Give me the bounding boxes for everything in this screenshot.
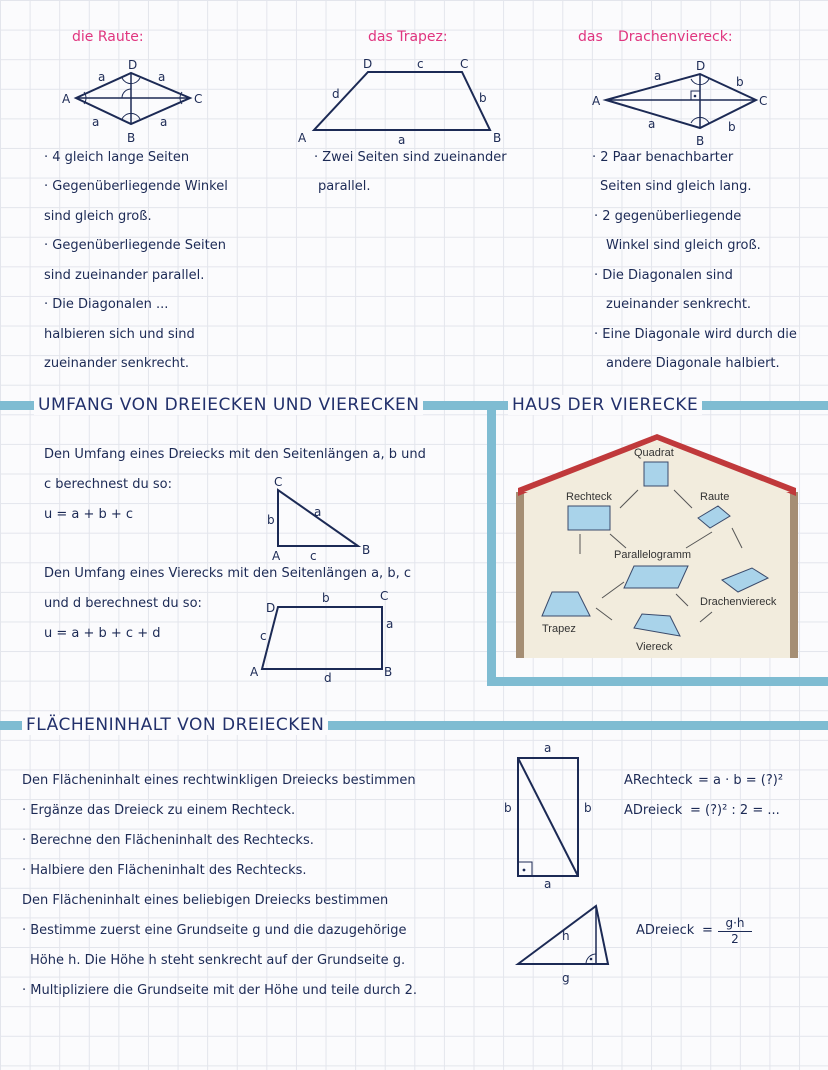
- quad-label-a: a: [386, 617, 394, 631]
- quad-label-A: A: [250, 665, 259, 679]
- trapezoid-title: das Trapez:: [368, 29, 448, 45]
- rect-label-b-left: b: [504, 801, 512, 815]
- perimeter-quad-figure: [248, 586, 408, 685]
- trapezoid-label-C: C: [460, 57, 469, 71]
- perimeter-quad-text: Den Umfang eines Vierecks mit den Seitenlängen a, b, c: [44, 566, 411, 581]
- trapezoid-label-a: a: [398, 133, 406, 147]
- kite-label-C: C: [759, 94, 768, 108]
- rhombus-label-a3: a: [92, 115, 100, 129]
- perimeter-heading: UMFANG VON DREIECKEN UND VIERECKEN: [34, 395, 423, 415]
- kite-line: · Eine Diagonale wird durch die: [594, 327, 797, 342]
- kite-line: · Die Diagonalen sind: [594, 268, 733, 283]
- rectangle-shape: [568, 506, 610, 530]
- perimeter-triangle-figure: [262, 474, 382, 564]
- house-label-drachenviereck: Drachenviereck: [700, 596, 777, 608]
- formula-general-lhs: ADreieck: [636, 923, 695, 938]
- kite-line: · 2 gegenüberliegende: [594, 209, 742, 224]
- quad-label-B: B: [384, 665, 393, 679]
- trapezoid-label-D: D: [363, 57, 373, 71]
- area-line: · Berechne den Flächeninhalt des Rechtecks.: [22, 833, 314, 848]
- quad-label-b: b: [322, 591, 330, 605]
- rhombus-figure: [60, 56, 210, 146]
- house-frame-bottom: [487, 677, 828, 686]
- quad-label-c: c: [260, 629, 267, 643]
- kite-title-prefix: das: [578, 29, 603, 45]
- rhombus-line: · Die Diagonalen ...: [44, 297, 169, 312]
- rhombus-label-a4: a: [160, 115, 168, 129]
- kite-label-b2: b: [728, 120, 736, 134]
- trapezoid-line: · Zwei Seiten sind zueinander: [314, 150, 507, 165]
- quad-label-D: D: [266, 601, 276, 615]
- tri-label-C: C: [274, 475, 283, 489]
- area-line: Den Flächeninhalt eines rechtwinkligen Dreiecks bestimmen: [22, 773, 416, 788]
- perimeter-quad-text: und d berechnest du so:: [44, 596, 202, 611]
- area-heading: FLÄCHENINHALT VON DREIECKEN: [22, 715, 328, 735]
- tri-area-label-h: h: [562, 929, 570, 943]
- house-label-rechteck: Rechteck: [566, 491, 612, 503]
- rhombus-label-a1: a: [98, 70, 106, 84]
- tri-label-a: a: [314, 505, 322, 519]
- perimeter-tri-formula: u = a + b + c: [44, 507, 134, 522]
- tri-label-b: b: [267, 513, 275, 527]
- area-line: · Halbiere den Flächeninhalt des Rechtecks.: [22, 863, 307, 878]
- rhombus-label-A: A: [62, 92, 71, 106]
- perimeter-tri-text: Den Umfang eines Dreiecks mit den Seitenlängen a, b und: [44, 447, 426, 462]
- house-label-trapez: Trapez: [542, 623, 576, 635]
- perimeter-tri-text: c berechnest du so:: [44, 477, 172, 492]
- kite-line: · 2 Paar benachbarter: [592, 150, 734, 165]
- rhombus-line: · 4 gleich lange Seiten: [44, 150, 190, 165]
- tri-label-B: B: [362, 543, 371, 557]
- house-label-quadrat: Quadrat: [634, 447, 674, 459]
- area-rectangle-figure: [500, 742, 600, 892]
- tri-label-c: c: [310, 549, 317, 563]
- kite-label-B: B: [696, 134, 705, 148]
- trapezoid-label-d: d: [332, 87, 340, 101]
- area-triangle-figure: [510, 898, 620, 988]
- house-label-viereck: Viereck: [636, 641, 673, 653]
- formula-tri-lhs: ADreieck: [624, 803, 683, 818]
- rhombus-label-B: B: [127, 131, 136, 145]
- rhombus-line: · Gegenüberliegende Seiten: [44, 238, 226, 253]
- trapezoid-label-A: A: [298, 131, 307, 145]
- kite-line: andere Diagonale halbiert.: [606, 356, 780, 371]
- rhombus-line: zueinander senkrecht.: [44, 356, 190, 371]
- formula-general-eq: =: [702, 923, 713, 938]
- rhombus-label-a2: a: [158, 70, 166, 84]
- area-line: Den Flächeninhalt eines beliebigen Dreiecks bestimmen: [22, 893, 389, 908]
- rect-label-a-top: a: [544, 741, 552, 755]
- house-label-raute: Raute: [700, 491, 730, 503]
- kite-line: zueinander senkrecht.: [606, 297, 752, 312]
- rhombus-label-D: D: [128, 58, 138, 72]
- house-heading: HAUS DER VIERECKE: [508, 395, 702, 415]
- quad-label-C: C: [380, 589, 389, 603]
- kite-line: Seiten sind gleich lang.: [600, 179, 752, 194]
- formula-rect-rhs: = a · b = (?)²: [698, 773, 784, 788]
- fraction-numerator: g·h: [718, 916, 752, 932]
- kite-label-a1: a: [654, 69, 662, 83]
- formula-rect-lhs: ARechteck: [624, 773, 693, 788]
- rhombus-line: halbieren sich und sind: [44, 327, 195, 342]
- trapezoid-label-c: c: [417, 57, 424, 71]
- parallelogram-shape: [624, 566, 688, 588]
- trapezoid-figure: [290, 56, 510, 146]
- fraction-denominator: 2: [731, 932, 739, 946]
- kite-line: Winkel sind gleich groß.: [606, 238, 761, 253]
- formula-tri-rhs: = (?)² : 2 = ...: [690, 803, 780, 818]
- kite-label-b1: b: [736, 75, 744, 89]
- kite-figure: [590, 56, 780, 156]
- house-label-parallelogramm: Parallelogramm: [614, 549, 692, 561]
- kite-label-A: A: [592, 94, 601, 108]
- trapezoid-line: parallel.: [318, 179, 371, 194]
- trapezoid-label-B: B: [493, 131, 502, 145]
- trapezoid-label-b: b: [479, 91, 487, 105]
- tri-area-label-g: g: [562, 971, 570, 985]
- area-line: Höhe h. Die Höhe h steht senkrecht auf der Grundseite g.: [30, 953, 406, 968]
- tri-label-A: A: [272, 549, 281, 563]
- rhombus-line: sind gleich groß.: [44, 209, 152, 224]
- formula-general-fraction: [718, 916, 752, 946]
- area-line: · Multipliziere die Grundseite mit der Höhe und teile durch 2.: [22, 983, 418, 998]
- rect-label-b-right: b: [584, 801, 592, 815]
- kite-label-D: D: [696, 59, 706, 73]
- rhombus-label-C: C: [194, 92, 203, 106]
- square-shape: [644, 462, 668, 486]
- rhombus-line: sind zueinander parallel.: [44, 268, 205, 283]
- house-frame-left: [487, 401, 496, 686]
- rhombus-line: · Gegenüberliegende Winkel: [44, 179, 228, 194]
- area-line: · Bestimme zuerst eine Grundseite g und die dazugehörige: [22, 923, 407, 938]
- rect-label-a-bottom: a: [544, 877, 552, 891]
- kite-title: Drachenviereck:: [618, 29, 733, 45]
- quad-label-d: d: [324, 671, 332, 685]
- perimeter-quad-formula: u = a + b + c + d: [44, 626, 161, 641]
- house-of-quadrilaterals: [516, 428, 798, 658]
- area-line: · Ergänze das Dreieck zu einem Rechteck.: [22, 803, 296, 818]
- rhombus-title: die Raute:: [72, 29, 144, 45]
- kite-label-a2: a: [648, 117, 656, 131]
